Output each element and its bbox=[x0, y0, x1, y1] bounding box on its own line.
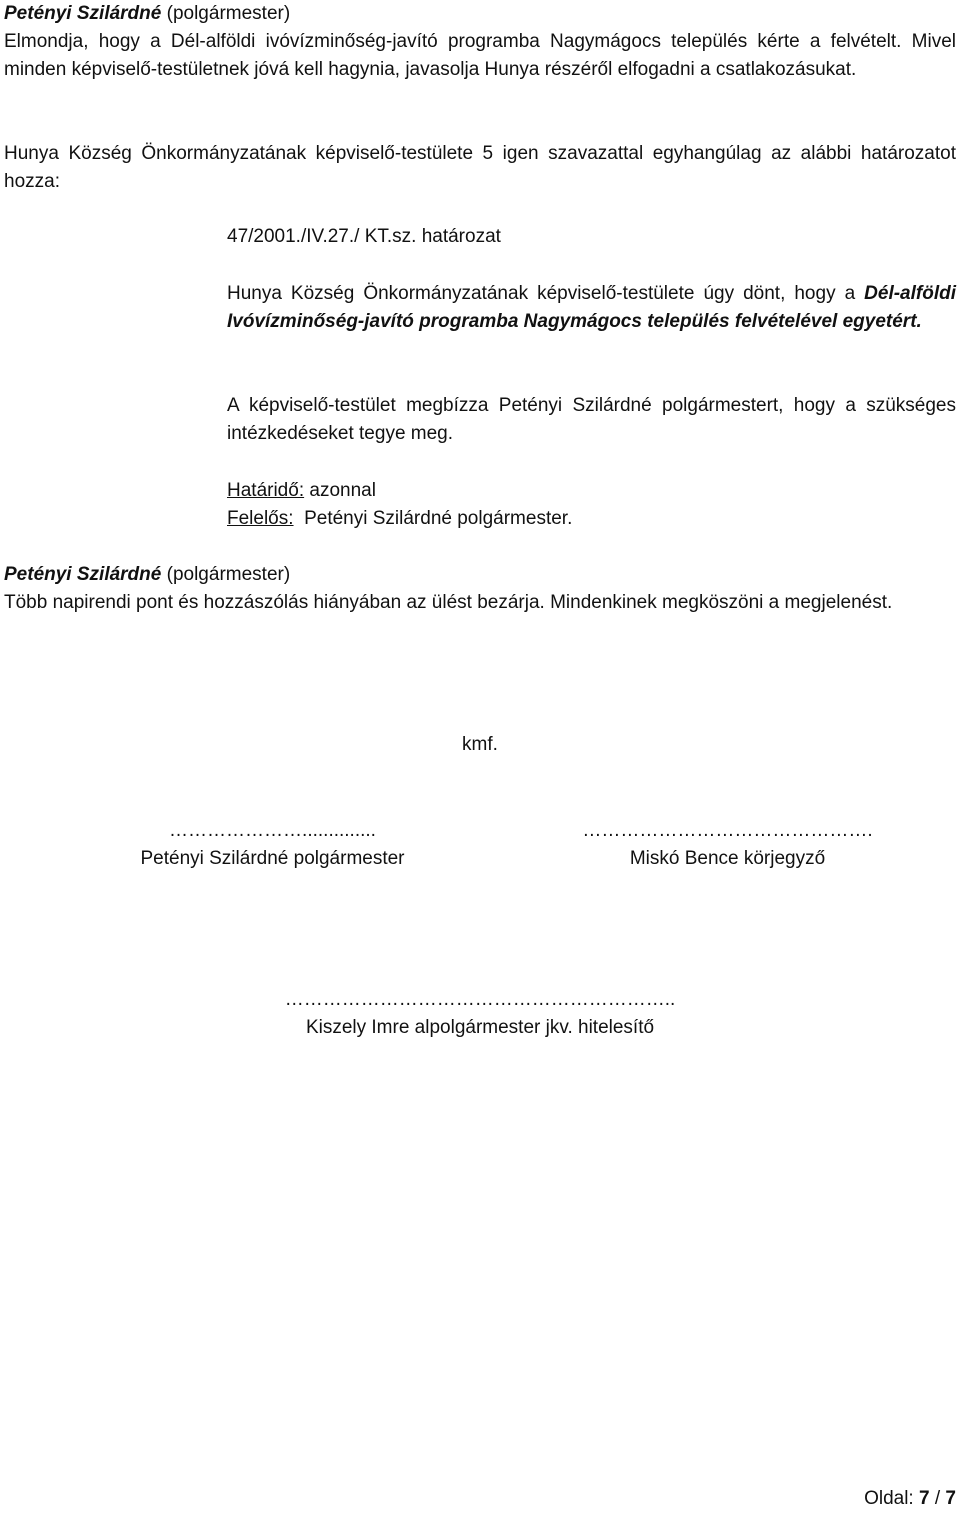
resolution-number: 47/2001./IV.27./ KT.sz. határozat bbox=[227, 226, 501, 247]
intro-text: Elmondja, hogy a Dél-alföldi ivóvízminőség-javító programba Nagymágocs település kérte a felvételt. Mivel minden képviselő-testületnek jóvá kell hagynia, javasolja Hunya részéről elfogadni a csatlakozásukat. bbox=[4, 31, 956, 80]
responsible-value: Petényi Szilárdné polgármester. bbox=[293, 508, 573, 529]
closing-speaker-role: (polgármester) bbox=[166, 564, 291, 585]
deadline-label: Határidő: bbox=[227, 480, 305, 501]
page-separator: / bbox=[929, 1488, 946, 1509]
closing-section bbox=[4, 561, 956, 617]
kmf-label: kmf. bbox=[462, 734, 498, 755]
vote-text: Hunya Község Önkormányzatának képviselő-testülete 5 igen szavazattal egyhangúlag az alábbi határozatot hozza: bbox=[4, 143, 956, 192]
resolution-decision bbox=[227, 280, 956, 336]
signature-right-dots: ………………………………………. bbox=[582, 820, 873, 841]
signature-bottom bbox=[230, 986, 730, 1042]
signature-left bbox=[100, 817, 445, 873]
closing-speaker-name: Petényi Szilárdné bbox=[4, 564, 162, 585]
closing-text: Több napirendi pont és hozzászólás hiányában az ülést bezárja. Mindenkinek megköszöni a megjelenést. bbox=[4, 592, 893, 613]
deadline-line bbox=[227, 477, 956, 505]
decision-prefix: Hunya Község Önkormányzatának képviselő-testülete úgy dönt, hogy a bbox=[227, 283, 865, 304]
intro-section bbox=[4, 0, 956, 84]
page-total: 7 bbox=[945, 1488, 956, 1509]
page-label: Oldal: bbox=[864, 1488, 919, 1509]
speaker-name: Petényi Szilárdné bbox=[4, 3, 162, 24]
decision-emphasis: Dél-alföldi Ivóvízminőség-javító programba Nagymágocs település felvételével egyetért. bbox=[227, 283, 956, 332]
closing-speaker-line bbox=[4, 561, 956, 589]
speaker-line bbox=[4, 0, 956, 28]
resolution-mandate: A képviselő-testület megbízza Petényi Szilárdné polgármestert, hogy a szükséges intézkedéseket tegye meg. bbox=[227, 395, 956, 444]
responsible-label: Felelős: bbox=[227, 508, 294, 529]
deadline-value: azonnal bbox=[304, 480, 376, 501]
speaker-role: (polgármester) bbox=[166, 3, 291, 24]
page-number bbox=[864, 1485, 956, 1513]
page-current: 7 bbox=[919, 1488, 930, 1509]
signature-bottom-dots: …………………………………………………….. bbox=[284, 989, 676, 1010]
signature-left-name: Petényi Szilárdné polgármester bbox=[140, 848, 405, 869]
signature-right-name: Miskó Bence körjegyző bbox=[629, 848, 826, 869]
responsible-line bbox=[227, 505, 956, 533]
signature-bottom-name: Kiszely Imre alpolgármester jkv. hitelesítő bbox=[305, 1017, 655, 1038]
signature-right bbox=[555, 817, 900, 873]
signature-left-dots: ………………….............. bbox=[169, 820, 376, 841]
resolution-meta bbox=[227, 477, 956, 533]
